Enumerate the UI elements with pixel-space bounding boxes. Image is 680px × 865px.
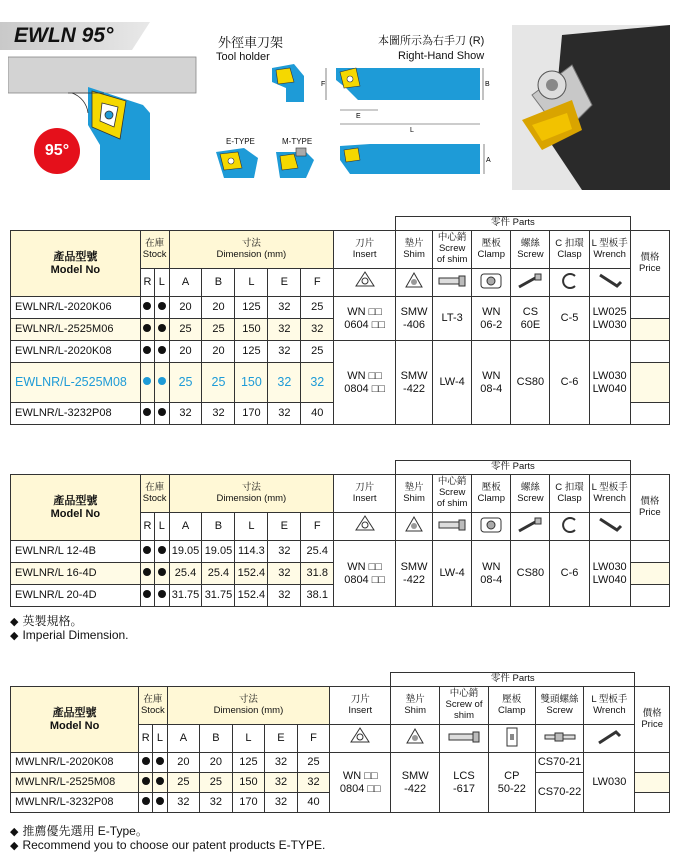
price-cell [630,585,669,607]
dim-f: 32 [301,363,334,403]
dim-e: 32 [265,793,298,813]
dim-a: 32 [167,793,200,813]
note-imperial-en: ◆ Imperial Dimension. [10,628,129,642]
col-length: L [235,269,268,297]
dim-b: 32 [200,793,233,813]
clasp-cell: C-6 [550,341,589,425]
clasp-icon [550,269,589,297]
dim-e: 32 [265,773,298,793]
holder-top-view [318,60,493,140]
dim-f: 32 [297,773,330,793]
shim-icon [396,513,433,541]
col-a: A [169,513,202,541]
table-row: MWLNR/L-3232P08 [11,793,139,813]
model-header: 產品型號 Model No [11,475,141,541]
dim-l: 170 [235,403,268,425]
stock-dot-l [156,777,164,785]
stock-dot-l [156,757,164,765]
screw-cell: CS80 [511,541,550,607]
screw-header: 螺絲 Screw [511,475,550,513]
dim-l: 150 [235,319,268,341]
clamp-icon [472,513,511,541]
clasp-cell: C-5 [550,297,589,341]
price-header: 價格 Price [630,475,669,541]
stock-dot-l [158,590,166,598]
price-cell [630,319,669,341]
stock-dot-r [142,777,150,785]
dim-e-label: E [356,113,361,120]
dim-e: 32 [268,341,301,363]
shim-cell: SMW -406 [396,297,433,341]
screw-shim-icon [433,513,472,541]
col-r: R [140,513,154,541]
table-row: EWLNR/L 20-4D [11,585,141,607]
wrench-cell: LW030 [584,753,635,813]
right-hand-cn: 本圖所示為右手刀 (R) [378,35,485,47]
col-f: F [301,513,334,541]
screw-shim-cell: LT-3 [433,297,472,341]
table-row: EWLNR/L 12-4B [11,541,141,563]
price-cell [630,341,669,363]
clasp-header: C 扣環 Clasp [550,475,589,513]
page-title: EWLN 95° [14,24,114,47]
dim-e: 32 [268,585,301,607]
col-f: F [297,725,330,753]
screw-header: 雙頭螺絲 Screw [535,687,584,725]
parts-header: 零件 Parts [396,217,631,231]
clasp-icon [550,513,589,541]
dim-a: 20 [169,341,202,363]
dim-f: 25 [301,341,334,363]
table-row-highlight: EWLNR/L-2525M08 [11,363,141,403]
clamp-cell: CP 50-22 [488,753,535,813]
screw-cell: CS70-21 [535,753,584,773]
model-header: 產品型號 Model No [11,231,141,297]
dim-l: 152.4 [235,563,268,585]
parts-header: 零件 Parts [391,673,635,687]
wrench-cell: LW025 LW030 [589,297,630,341]
screw-icon [511,269,550,297]
wrench-header: L 型板手 Wrench [589,231,630,269]
clamp-header: 壓板 Clamp [472,475,511,513]
dim-l: 125 [232,753,265,773]
dim-l: 150 [235,363,268,403]
stock-dot-l [158,324,166,332]
spec-table-metric [10,216,670,425]
stock-dot-r [143,568,151,576]
insert-cell: WN □□ 0804 □□ [334,341,396,425]
dim-b: 19.05 [202,541,235,563]
dim-l-label: L [410,127,414,134]
dim-l: 125 [235,297,268,319]
dim-f: 25 [297,753,330,773]
table-row: EWLNR/L-2525M06 [11,319,141,341]
col-b: B [202,269,235,297]
dim-b: 20 [202,297,235,319]
dim-a: 25 [169,363,202,403]
stock-dot-r [143,590,151,598]
col-e: E [268,513,301,541]
dim-b: 25 [202,319,235,341]
dim-a: 32 [169,403,202,425]
screw-cell: CS80 [511,341,550,425]
dim-a: 31.75 [169,585,202,607]
clamp-cell: WN 08-4 [472,341,511,425]
dim-e: 32 [268,563,301,585]
clasp-header: C 扣環 Clasp [550,231,589,269]
dim-l: 125 [235,341,268,363]
wrench-icon [584,725,635,753]
dim-b: 20 [202,341,235,363]
note-recommend-en: ◆ Recommend you to choose our patent products E-TYPE. [10,838,326,852]
parts-header: 零件 Parts [396,461,631,475]
dim-a: 19.05 [169,541,202,563]
screw-shim-header: 中心銷 Screw of shim [433,475,472,513]
table-row: MWLNR/L-2020K08 [11,753,139,773]
stock-dot-r [143,346,151,354]
dim-f: 40 [297,793,330,813]
stock-dot-r [142,757,150,765]
col-r: R [139,725,153,753]
clamp-header: 壓板 Clamp [472,231,511,269]
holder-title-cn: 外徑車刀架 [218,35,284,50]
screw-icon [511,513,550,541]
screw-icon [535,725,584,753]
col-length: L [235,513,268,541]
shim-icon [391,725,440,753]
stock-header: 在庫 Stock [139,687,167,725]
table-row: EWLNR/L-2020K06 [11,297,141,319]
col-e: E [268,269,301,297]
col-b: B [200,725,233,753]
price-cell [635,773,670,793]
dim-f: 31.8 [301,563,334,585]
shim-header: 墊片 Shim [396,475,433,513]
insert-cell: WN □□ 0604 □□ [334,297,396,341]
screw-cell: CS 60E [511,297,550,341]
price-cell [630,563,669,585]
title-banner [0,22,150,50]
table-row: EWLNR/L 16-4D [11,563,141,585]
m-type-insert [270,146,320,180]
price-cell [635,753,670,773]
stock-dot-l [158,346,166,354]
screw-shim-icon [440,725,489,753]
dim-b: 20 [200,753,233,773]
stock-dot-l [158,568,166,576]
price-cell [635,793,670,813]
col-b: B [202,513,235,541]
dim-b: 25 [200,773,233,793]
e-type-insert [214,146,264,180]
screw-shim-cell: LW-4 [433,541,472,607]
shim-header: 墊片 Shim [391,687,440,725]
spec-table-m-type [10,672,670,813]
col-r: R [140,269,154,297]
holder-title-en: Tool holder [216,51,270,63]
col-l: L [153,725,167,753]
screw-header: 螺絲 Screw [511,231,550,269]
spec-table-imperial [10,460,670,607]
shim-cell: SMW -422 [396,341,433,425]
clamp-header: 壓板 Clamp [488,687,535,725]
price-header: 價格 Price [635,687,670,753]
dim-a-label: A [486,157,491,164]
col-e: E [265,725,298,753]
price-cell [630,363,669,403]
stock-dot-r [143,302,151,310]
insert-header: 刀片 Insert [330,687,391,725]
dim-a: 20 [167,753,200,773]
wrench-icon [589,513,630,541]
dim-l: 150 [232,773,265,793]
insert-icon [330,725,391,753]
screw-shim-header: 中心銷 Screw of shim [440,687,489,725]
dim-b: 32 [202,403,235,425]
right-hand-en: Right-Hand Show [398,50,485,62]
m-type-label: M-TYPE [282,137,313,146]
dim-b-label: B [485,81,490,88]
dim-l: 170 [232,793,265,813]
dim-a: 25.4 [169,563,202,585]
dimension-header: 寸法 Dimension (mm) [169,231,334,269]
wrench-header: L 型板手 Wrench [584,687,635,725]
screw-shim-cell: LCS -617 [440,753,489,813]
screw-cell: CS70-22 [535,773,584,813]
stock-dot-l [158,377,166,385]
col-length: L [232,725,265,753]
wrench-cell: LW030 LW040 [589,341,630,425]
screw-shim-cell: LW-4 [433,341,472,425]
dim-l: 114.3 [235,541,268,563]
holder-side-view [268,62,308,102]
shim-icon [396,269,433,297]
price-header: 價格 Price [630,231,669,297]
shim-cell: SMW -422 [391,753,440,813]
note-imperial-cn: ◆ 英製規格。 [10,614,83,628]
screw-shim-icon [433,269,472,297]
stock-dot-l [158,546,166,554]
clamp-cell: WN 06-2 [472,297,511,341]
shim-header: 墊片 Shim [396,231,433,269]
dim-l: 152.4 [235,585,268,607]
insert-cell: WN □□ 0804 □□ [334,541,396,607]
table-row: MWLNR/L-2525M08 [11,773,139,793]
dim-a: 25 [169,319,202,341]
dimension-header: 寸法 Dimension (mm) [167,687,330,725]
stock-dot-l [156,797,164,805]
price-cell [630,403,669,425]
insert-header: 刀片 Insert [334,475,396,513]
dim-f: 25 [301,297,334,319]
dim-f: 38.1 [301,585,334,607]
stock-header: 在庫 Stock [140,231,169,269]
insert-icon [334,269,396,297]
dim-a: 20 [169,297,202,319]
table-row: EWLNR/L-2020K08 [11,341,141,363]
dim-f: 25.4 [301,541,334,563]
col-f: F [301,269,334,297]
clamp-icon [472,269,511,297]
stock-dot-r [143,324,151,332]
model-header: 產品型號 Model No [11,687,139,753]
col-a: A [169,269,202,297]
dim-b: 31.75 [202,585,235,607]
note-recommend-cn: ◆ 推薦優先選用 E-Type。 [10,824,148,838]
dim-e: 32 [268,319,301,341]
dim-e: 32 [265,753,298,773]
dim-f-label: F [321,81,326,88]
col-a: A [167,725,200,753]
price-cell [630,297,669,319]
stock-header: 在庫 Stock [140,475,169,513]
insert-cell: WN □□ 0804 □□ [330,753,391,813]
wrench-cell: LW030 LW040 [589,541,630,607]
stock-dot-r [142,797,150,805]
e-type-label: E-TYPE [226,137,255,146]
dim-e: 32 [268,363,301,403]
col-l: L [155,513,169,541]
table-row: EWLNR/L-3232P08 [11,403,141,425]
col-l: L [155,269,169,297]
dim-f: 40 [301,403,334,425]
screw-shim-header: 中心銷 Screw of shim [433,231,472,269]
clasp-cell: C-6 [550,541,589,607]
holder-front-view [320,140,495,180]
stock-dot-r [143,377,151,385]
stock-dot-r [143,408,151,416]
stock-dot-l [158,302,166,310]
wrench-icon [589,269,630,297]
price-cell [630,541,669,563]
product-photo [512,25,670,190]
insert-icon [334,513,396,541]
stock-dot-r [143,546,151,554]
dim-e: 32 [268,403,301,425]
dim-b: 25 [202,363,235,403]
dim-b: 25.4 [202,563,235,585]
shim-cell: SMW -422 [396,541,433,607]
dim-e: 32 [268,541,301,563]
insert-header: 刀片 Insert [334,231,396,269]
dim-f: 32 [301,319,334,341]
clamp-icon [488,725,535,753]
angle-badge: 95° [34,128,80,174]
wrench-header: L 型板手 Wrench [589,475,630,513]
clamp-cell: WN 08-4 [472,541,511,607]
stock-dot-l [158,408,166,416]
dim-a: 25 [167,773,200,793]
dimension-header: 寸法 Dimension (mm) [169,475,334,513]
dim-e: 32 [268,297,301,319]
